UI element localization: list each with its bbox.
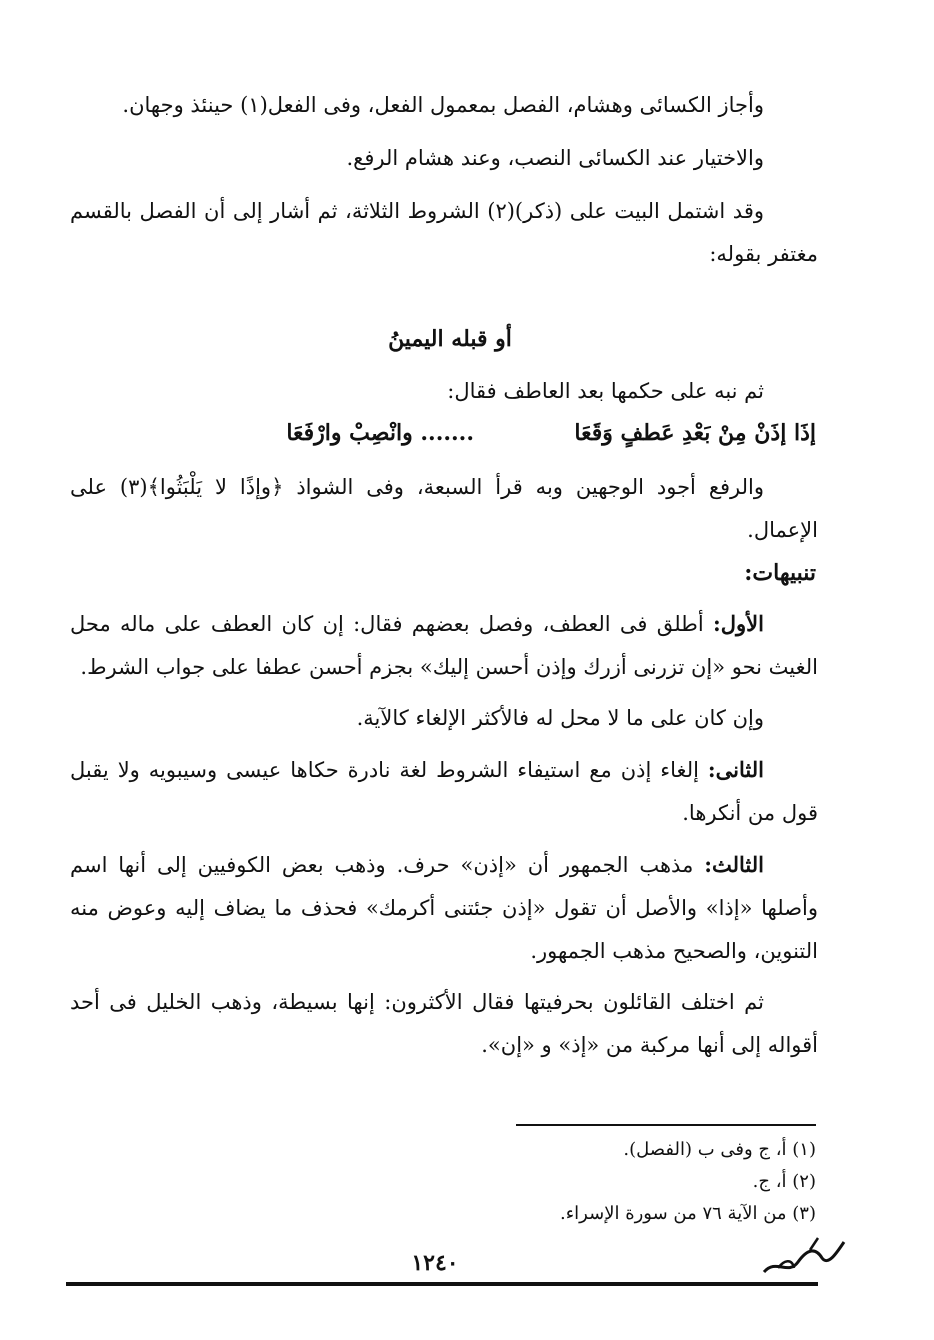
paragraph-5-block bbox=[70, 466, 818, 552]
verse-half: أو قبله اليمينُ bbox=[388, 326, 512, 352]
note-second-label: الثانى: bbox=[707, 757, 764, 782]
note-third-label: الثالث: bbox=[704, 852, 764, 877]
note-first bbox=[70, 602, 818, 689]
note-third-text: مذهب الجمهور أن «إذن» حرف. وذهب بعض الكوفيين إلى أنها اسم وأصلها «إذا» والأصل أن تقول «إذن جئتنى أكرمك» فحذف ما يضاف إليه وعوض منه التنوين، والصحيح مذهب الجمهور. bbox=[70, 853, 818, 963]
footnote-1: (١) أ، ج وفى ب (الفصل). bbox=[623, 1139, 816, 1160]
notes-block bbox=[70, 602, 818, 1067]
handwritten-mark bbox=[758, 1228, 848, 1284]
verse-first-hemistich: ....... وانْصِبْ وارْفَعَا bbox=[286, 420, 474, 446]
section-heading: تنبيهات: bbox=[744, 560, 816, 586]
paragraph-4-block bbox=[70, 370, 818, 413]
footnotes bbox=[416, 1134, 816, 1230]
paragraph-2: والاختيار عند الكسائى النصب، وعند هشام الرفع. bbox=[346, 146, 764, 170]
footnote-separator bbox=[516, 1124, 816, 1126]
note-first-continuation: وإن كان على ما لا محل له فالأكثر الإلغاء كالآية. bbox=[356, 706, 764, 730]
note-first-label: الأول: bbox=[713, 611, 764, 636]
note-first-text: أطلق فى العطف، وفصل بعضهم فقال: إن كان العطف على ماله محل الغيث نحو «إن تزرنى أزرك وإذن أحسن إليك» بجزم أحسن عطفا على جواب الشرط. bbox=[70, 612, 818, 679]
paragraph-4: ثم نبه على حكمها بعد العاطف فقال: bbox=[447, 379, 764, 403]
footnote-2: (٢) أ، ج. bbox=[752, 1171, 816, 1192]
paragraph-3: وقد اشتمل البيت على (ذكر)(٢) الشروط الثلاثة، ثم أشار إلى أن الفصل بالقسم مغتفر بقوله: bbox=[70, 199, 818, 266]
footnote-3: (٣) من الآية ٧٦ من سورة الإسراء. bbox=[560, 1203, 816, 1224]
bottom-rule bbox=[66, 1282, 818, 1286]
page-number: ١٢٤٠ bbox=[411, 1250, 459, 1276]
note-second-text: إلغاء إذن مع استيفاء الشروط لغة نادرة حكاها عيسى وسيبويه ولا يقبل قول من أنكرها. bbox=[70, 758, 818, 825]
main-paragraphs bbox=[70, 84, 818, 276]
note-third bbox=[70, 843, 818, 973]
verse-second-hemistich: إذَا إذَنْ مِنْ بَعْدِ عَطفٍ وَقَعَا bbox=[574, 420, 816, 446]
paragraph-1: وأجاز الكسائى وهشام، الفصل بمعمول الفعل، وفى الفعل(١) حينئذ وجهان. bbox=[122, 93, 764, 117]
note-second bbox=[70, 748, 818, 835]
note-third-continuation: ثم اختلف القائلون بحرفيتها فقال الأكثرون: إنها بسيطة، وذهب الخليل فى أحد أقواله إلى أنها مركبة من «إذ» و «إن». bbox=[70, 990, 818, 1057]
paragraph-5: والرفع أجود الوجهين وبه قرأ السبعة، وفى الشواذ ﴿وإذًا لا يَلْبَثُوا﴾(٣) على الإعمال. bbox=[70, 475, 818, 542]
